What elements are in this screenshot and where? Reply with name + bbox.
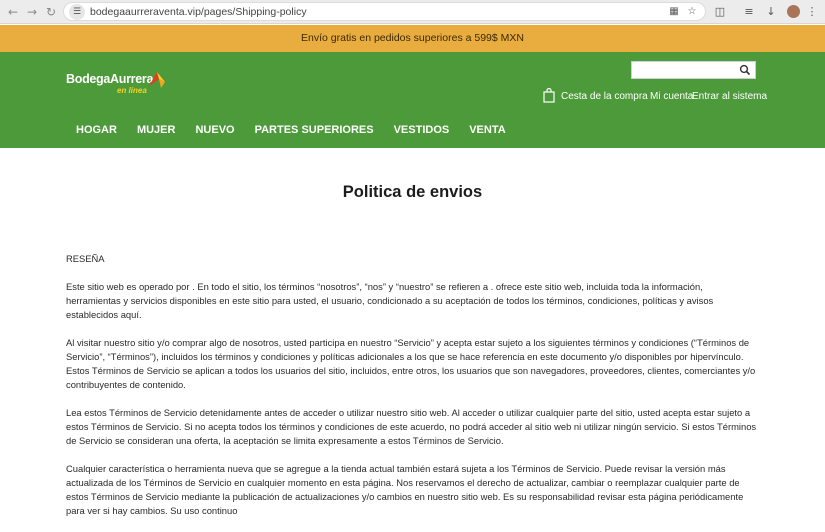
policy-paragraph: Cualquier característica o herramienta nueva que se agregue a la tienda actual también estará sujeta a los Términos de Servicio. Puede revisar la versión más actualizada de los Términos de Servicio en cualquier momento en esta página. Nos reservamos el derecho de actualizar, cambiar o reemplazar cualquier parte de estos Términos de Servicio mediante la publicación de actualizaciones y/o cambios en nuestro sitio web. Es su responsabilidad revisar esta página periódicamente para ver si hay cambios. Su uso continuo — [66, 463, 744, 516]
reading-list-icon[interactable]: ≡ — [744, 5, 754, 18]
logo-word-a: Bodega — [66, 72, 111, 86]
search-input[interactable] — [631, 61, 756, 79]
logo-subtitle: en línea — [117, 86, 147, 95]
logo-word-b: Aurrera — [110, 72, 154, 86]
site-info-icon[interactable]: ☰ — [69, 4, 85, 20]
logo-wordmark — [66, 72, 153, 86]
forward-icon[interactable]: → — [26, 5, 38, 19]
url-text: bodegaaurreraventa.vip/pages/Shipping-policy — [90, 6, 307, 18]
policy-paragraph: Al visitar nuestro sitio y/o comprar algo de nosotros, usted participa en nuestro “Servicio” y acepta estar sujeto a los siguientes términos y condiciones (“Términos de Servicio”, “Términos”), incluidos los términos y condiciones y políticas adicionales a los que se hace referencia en este documento y/o disponibles por hipervínculo. Estos Términos de Servicio se aplican a todos los usuarios del sitio, incluidos, entre otros, los usuarios que son navegadores, proveedores, clientes, comerciantes y/o contribuyentes de contenido. — [66, 337, 756, 390]
section-heading: RESEÑA — [66, 253, 105, 264]
extensions-icon[interactable]: ◫ — [714, 5, 726, 18]
menu-item-vestidos[interactable]: VESTIDOS — [393, 124, 450, 136]
menu-item-venta[interactable]: VENTA — [469, 124, 506, 136]
address-bar[interactable] — [63, 2, 706, 21]
cart-link[interactable]: Cesta de la compra — [561, 91, 648, 102]
reload-icon[interactable]: ↻ — [45, 5, 57, 19]
menu-item-nuevo[interactable]: NUEVO — [195, 124, 235, 136]
announcement-bar: Envío gratis en pedidos superiores a 599$ MXN — [0, 25, 825, 52]
download-icon[interactable]: ↓ — [766, 5, 776, 18]
login-link[interactable]: Entrar al sistema — [692, 91, 768, 102]
bookmark-star-icon[interactable]: ☆ — [687, 6, 697, 17]
browser-toolbar — [0, 0, 825, 24]
site-logo[interactable] — [66, 70, 176, 98]
profile-avatar[interactable] — [787, 5, 800, 18]
search-icon[interactable] — [739, 64, 751, 76]
logo-mark-icon — [147, 70, 167, 90]
translate-icon[interactable]: ▦ — [669, 6, 679, 17]
main-menu — [66, 123, 516, 137]
back-icon[interactable]: ← — [7, 5, 19, 19]
menu-item-hogar[interactable]: HOGAR — [76, 124, 117, 136]
menu-item-partes-superiores[interactable]: PARTES SUPERIORES — [254, 124, 374, 136]
more-menu-icon[interactable]: ⋮ — [806, 5, 818, 18]
site-header — [0, 52, 825, 148]
page-title: Politica de envios — [342, 183, 483, 201]
policy-body — [66, 252, 760, 532]
policy-paragraph: Este sitio web es operado por . En todo el sitio, los términos “nosotros”, “nos” y “nuestro” se refieren a . ofrece este sitio web, incluida toda la información, herramientas y servicios disponibles en este sitio para usted, el usuario, condicionado a su aceptación de todos los términos, condiciones, políticas y avisos establecidos aquí. — [66, 281, 714, 320]
shopping-bag-icon[interactable] — [543, 88, 555, 103]
account-link[interactable]: Mi cuenta — [650, 91, 694, 102]
policy-paragraph: Lea estos Términos de Servicio detenidamente antes de acceder o utilizar nuestro sitio web. Al acceder o utilizar cualquier parte del sitio, usted acepta estar sujeto a estos Términos de Servicio. Si no acepta todos los términos y condiciones de este acuerdo, no podrá acceder al sitio web ni utilizar ningún servicio. Si estos Términos de Servicio se consideran una oferta, la aceptación se limita expresamente a estos Términos de Servicio. — [66, 407, 757, 446]
menu-item-mujer[interactable]: MUJER — [136, 124, 176, 136]
